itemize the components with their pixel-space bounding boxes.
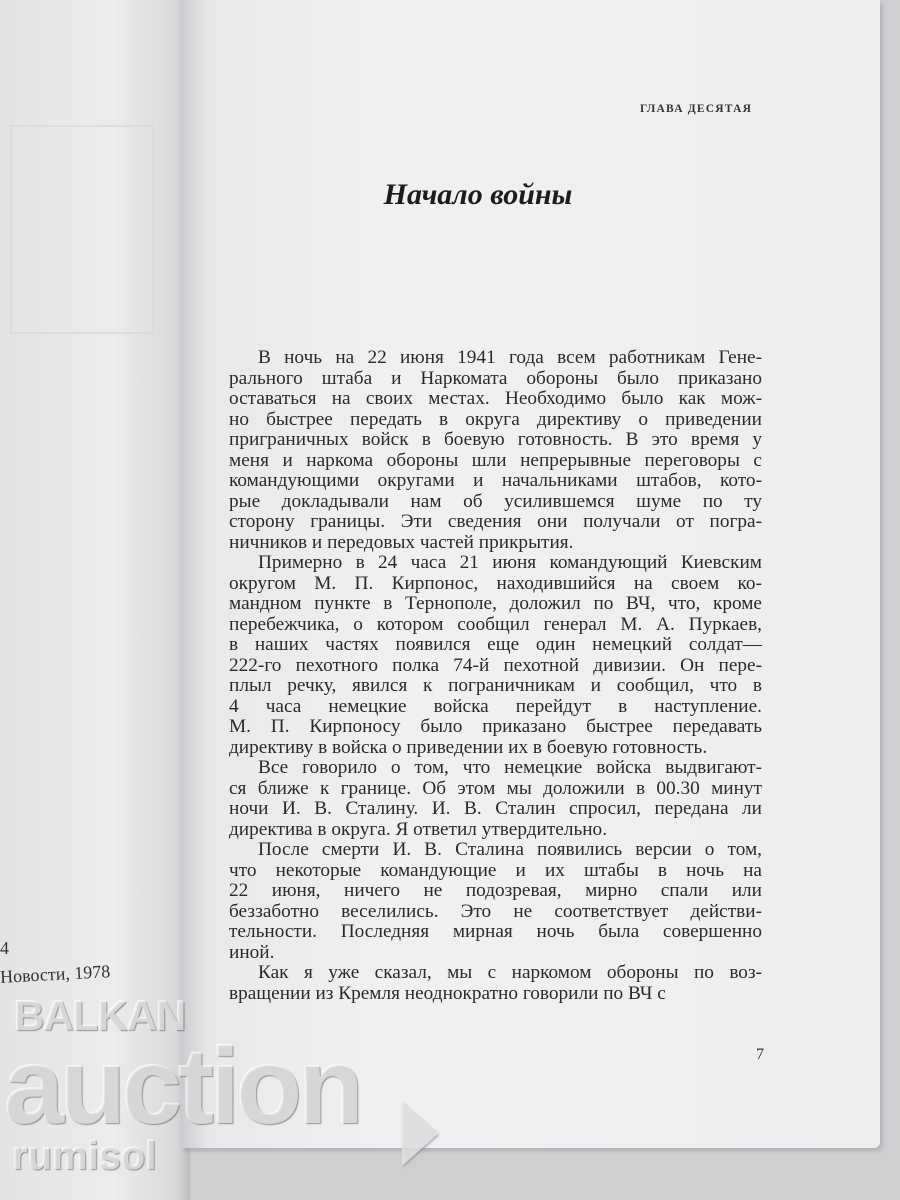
left-page-fragment: 4	[0, 938, 9, 958]
text-line: мандном пункте в Тернополе, доложил по ВЧ, что, кроме	[229, 593, 762, 614]
text-line: приграничных войск в боевую готовность. В это время у	[229, 429, 762, 450]
text-line: беззаботно веселились. Это не соответствует действи-	[229, 900, 762, 922]
text-line: директива в округа. Я ответил утвердительно.	[229, 818, 608, 840]
watermark-balkan: BALKAN	[14, 992, 186, 1039]
text-line: В ночь на 22 июня 1941 года всем работникам Гене-	[258, 347, 762, 368]
text-line: перебежчика, о котором сообщил генерал М. А. Пуркаев,	[229, 613, 762, 635]
text-line: М. П. Кирпоносу было приказано быстрее передавать	[229, 716, 762, 737]
body-text	[229, 348, 762, 1004]
watermark-play-icon	[402, 1102, 438, 1166]
watermark-auction: auction	[4, 1025, 361, 1146]
text-line: что некоторые командующие и их штабы в ночь на	[229, 859, 762, 881]
text-line: Все говорило о том, что немецкие войска выдвигают-	[258, 757, 762, 778]
text-line: в наших частях появился еще один немецкий солдат—	[229, 634, 762, 655]
left-publisher-fragment: Новости, 1978	[0, 961, 111, 987]
text-line: плыл речку, явился к пограничникам и сообщил, что в	[229, 675, 762, 696]
watermark-rumisol: rumisol	[12, 1134, 157, 1178]
text-line: тельности. Последняя мирная ночь была совершенно	[229, 921, 762, 942]
text-line: Примерно в 24 часа 21 июня командующий Киевским	[258, 552, 762, 573]
text-line: иной.	[229, 941, 275, 963]
text-line: рые докладывали нам об усилившемся шуме по ту	[229, 490, 762, 512]
text-line: Как я уже сказал, мы с наркомом обороны по воз-	[258, 962, 762, 983]
chapter-title: Начало войны	[383, 178, 573, 211]
text-line: вращении из Кремля неоднократно говорили по ВЧ с	[229, 982, 666, 1004]
text-line: ничников и передовых частей прикрытия.	[229, 531, 574, 553]
show-through-figure	[10, 125, 154, 334]
text-line: командующими округами и начальниками штабов, кото-	[229, 470, 762, 491]
page-number: 7	[756, 1046, 764, 1063]
text-line: округом М. П. Кирпонос, находившийся на своем ко-	[229, 572, 762, 594]
text-line: 4 часа немецкие войска перейдут в наступление.	[229, 695, 762, 717]
chapter-heading: ГЛАВА ДЕСЯТАЯ	[640, 103, 753, 115]
text-line: рального штаба и Наркомата обороны было приказано	[229, 367, 762, 389]
text-line: ся ближе к границе. Об этом мы доложили в 00.30 минут	[229, 777, 762, 799]
text-line: сторону границы. Эти сведения они получали от погра-	[229, 511, 762, 532]
text-line: но быстрее передать в округа директиву о приведении	[229, 408, 762, 430]
text-line: 22 июня, ничего не подозревая, мирно спали или	[229, 880, 762, 901]
text-line: оставаться на своих местах. Необходимо было как мож-	[229, 388, 762, 409]
text-line: директиву в войска о приведении их в боевую готовность.	[229, 736, 708, 758]
text-line: После смерти И. В. Сталина появились версии о том,	[258, 839, 762, 860]
text-line: ночи И. В. Сталину. И. В. Сталин спросил, передана ли	[229, 798, 762, 819]
text-line: 222-го пехотного полка 74-й пехотной дивизии. Он пере-	[229, 654, 762, 676]
text-line: меня и наркома обороны шли непрерывные переговоры с	[229, 449, 762, 471]
